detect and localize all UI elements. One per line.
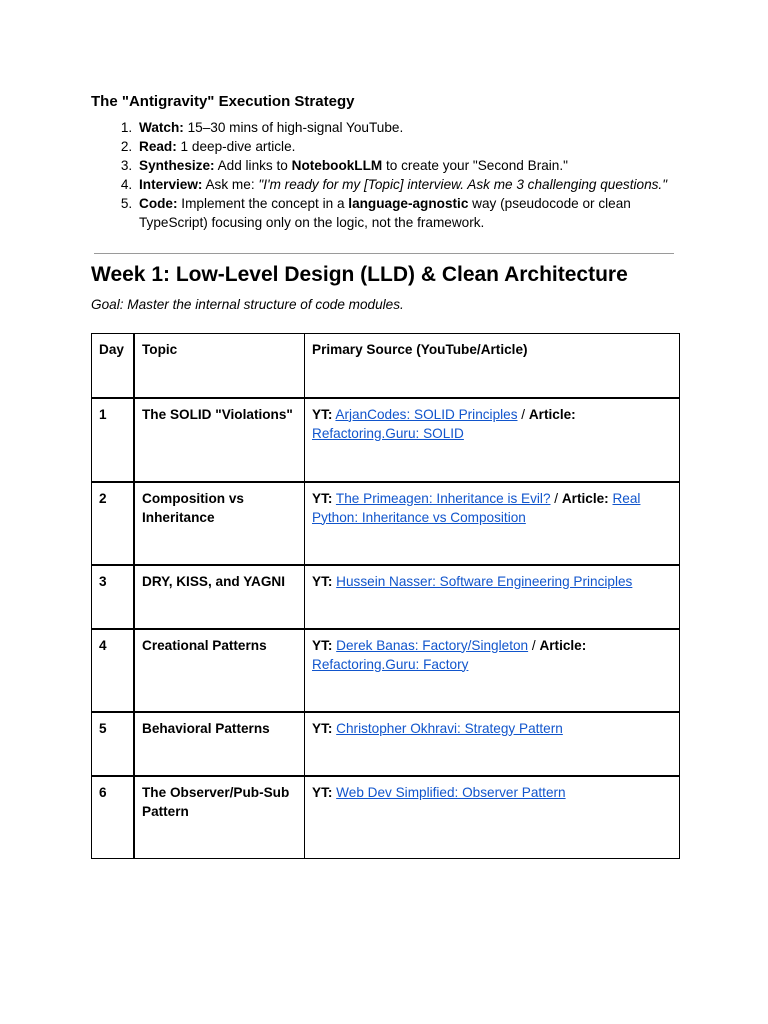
article-link[interactable]: Refactoring.Guru: SOLID	[312, 425, 464, 441]
step-label: Synthesize:	[139, 158, 215, 173]
article-label: Article:	[561, 490, 609, 506]
youtube-link[interactable]: Derek Banas: Factory/Singleton	[336, 637, 529, 653]
step-synthesize	[136, 156, 681, 175]
source-cell	[305, 565, 680, 629]
source-cell	[305, 776, 680, 859]
table-row	[92, 629, 680, 712]
youtube-link[interactable]: The Primeagen: Inheritance is Evil?	[335, 490, 551, 506]
day-cell: 6	[92, 776, 135, 859]
table-row	[92, 482, 680, 565]
table-row	[92, 776, 680, 859]
header-source: Primary Source (YouTube/Article)	[305, 334, 680, 398]
document-page	[91, 92, 681, 859]
study-plan-table	[91, 333, 680, 859]
youtube-link[interactable]: Web Dev Simplified: Observer Pattern	[336, 784, 566, 800]
source-separator: /	[517, 406, 529, 422]
topic-cell: Composition vs Inheritance	[134, 482, 305, 565]
table-row	[92, 712, 680, 776]
step-label: Read:	[139, 139, 177, 154]
table-header-row	[92, 334, 680, 398]
youtube-link[interactable]: Christopher Okhravi: Strategy Pattern	[336, 720, 563, 736]
table-row	[92, 398, 680, 482]
article-link[interactable]: Refactoring.Guru: Factory	[312, 656, 469, 672]
section-divider	[94, 253, 674, 254]
table-row	[92, 565, 680, 629]
source-cell	[305, 712, 680, 776]
source-separator: /	[528, 637, 540, 653]
step-text: Implement the concept in a	[177, 196, 349, 211]
source-cell	[305, 398, 680, 482]
article-link[interactable]: Real Python: Inheritance vs Composition	[312, 490, 641, 525]
header-topic: Topic	[134, 334, 305, 398]
step-code	[136, 194, 681, 232]
step-label: Code:	[139, 196, 178, 211]
step-text: Ask me:	[202, 177, 259, 192]
source-cell	[305, 629, 680, 712]
strategy-title: The "Antigravity" Execution Strategy	[91, 93, 355, 110]
yt-label: YT:	[312, 637, 333, 653]
day-cell: 2	[92, 482, 135, 565]
step-emphasis: NotebookLLM	[291, 158, 383, 173]
day-cell: 3	[92, 565, 135, 629]
step-text: 1 deep-dive article.	[176, 139, 296, 154]
step-interview	[136, 175, 681, 194]
yt-label: YT:	[312, 784, 333, 800]
step-watch	[136, 118, 681, 137]
topic-cell: Behavioral Patterns	[134, 712, 305, 776]
topic-cell: Creational Patterns	[134, 629, 305, 712]
step-quote: "I'm ready for my [Topic] interview. Ask me 3 challenging questions."	[258, 177, 668, 192]
step-label: Interview:	[139, 177, 203, 192]
day-cell: 5	[92, 712, 135, 776]
youtube-link[interactable]: ArjanCodes: SOLID Principles	[335, 406, 518, 422]
yt-label: YT:	[312, 573, 333, 589]
article-label: Article:	[528, 406, 576, 422]
yt-label: YT:	[312, 720, 333, 736]
yt-label: YT:	[312, 490, 333, 506]
topic-cell: DRY, KISS, and YAGNI	[134, 565, 305, 629]
week-title: Week 1: Low-Level Design (LLD) & Clean Architecture	[91, 263, 628, 286]
header-day: Day	[92, 334, 135, 398]
source-cell	[305, 482, 680, 565]
day-cell: 4	[92, 629, 135, 712]
day-cell: 1	[92, 398, 135, 482]
step-text: way (pseudocode or clean TypeScript) focusing only on the logic, not the framework.	[139, 196, 631, 230]
source-separator: /	[550, 490, 562, 506]
article-label: Article:	[539, 637, 587, 653]
youtube-link[interactable]: Hussein Nasser: Software Engineering Principles	[336, 573, 633, 589]
week-goal: Goal: Master the internal structure of code modules.	[91, 297, 404, 312]
topic-cell: The Observer/Pub-Sub Pattern	[134, 776, 305, 859]
step-read	[136, 137, 681, 156]
strategy-steps-list	[91, 118, 681, 232]
topic-cell: The SOLID "Violations"	[134, 398, 305, 482]
step-text: Add links to	[214, 158, 292, 173]
step-text: 15–30 mins of high-signal YouTube.	[183, 120, 404, 135]
step-text: to create your "Second Brain."	[382, 158, 568, 173]
step-label: Watch:	[139, 120, 184, 135]
yt-label: YT:	[312, 406, 333, 422]
step-emphasis: language-agnostic	[348, 196, 469, 211]
